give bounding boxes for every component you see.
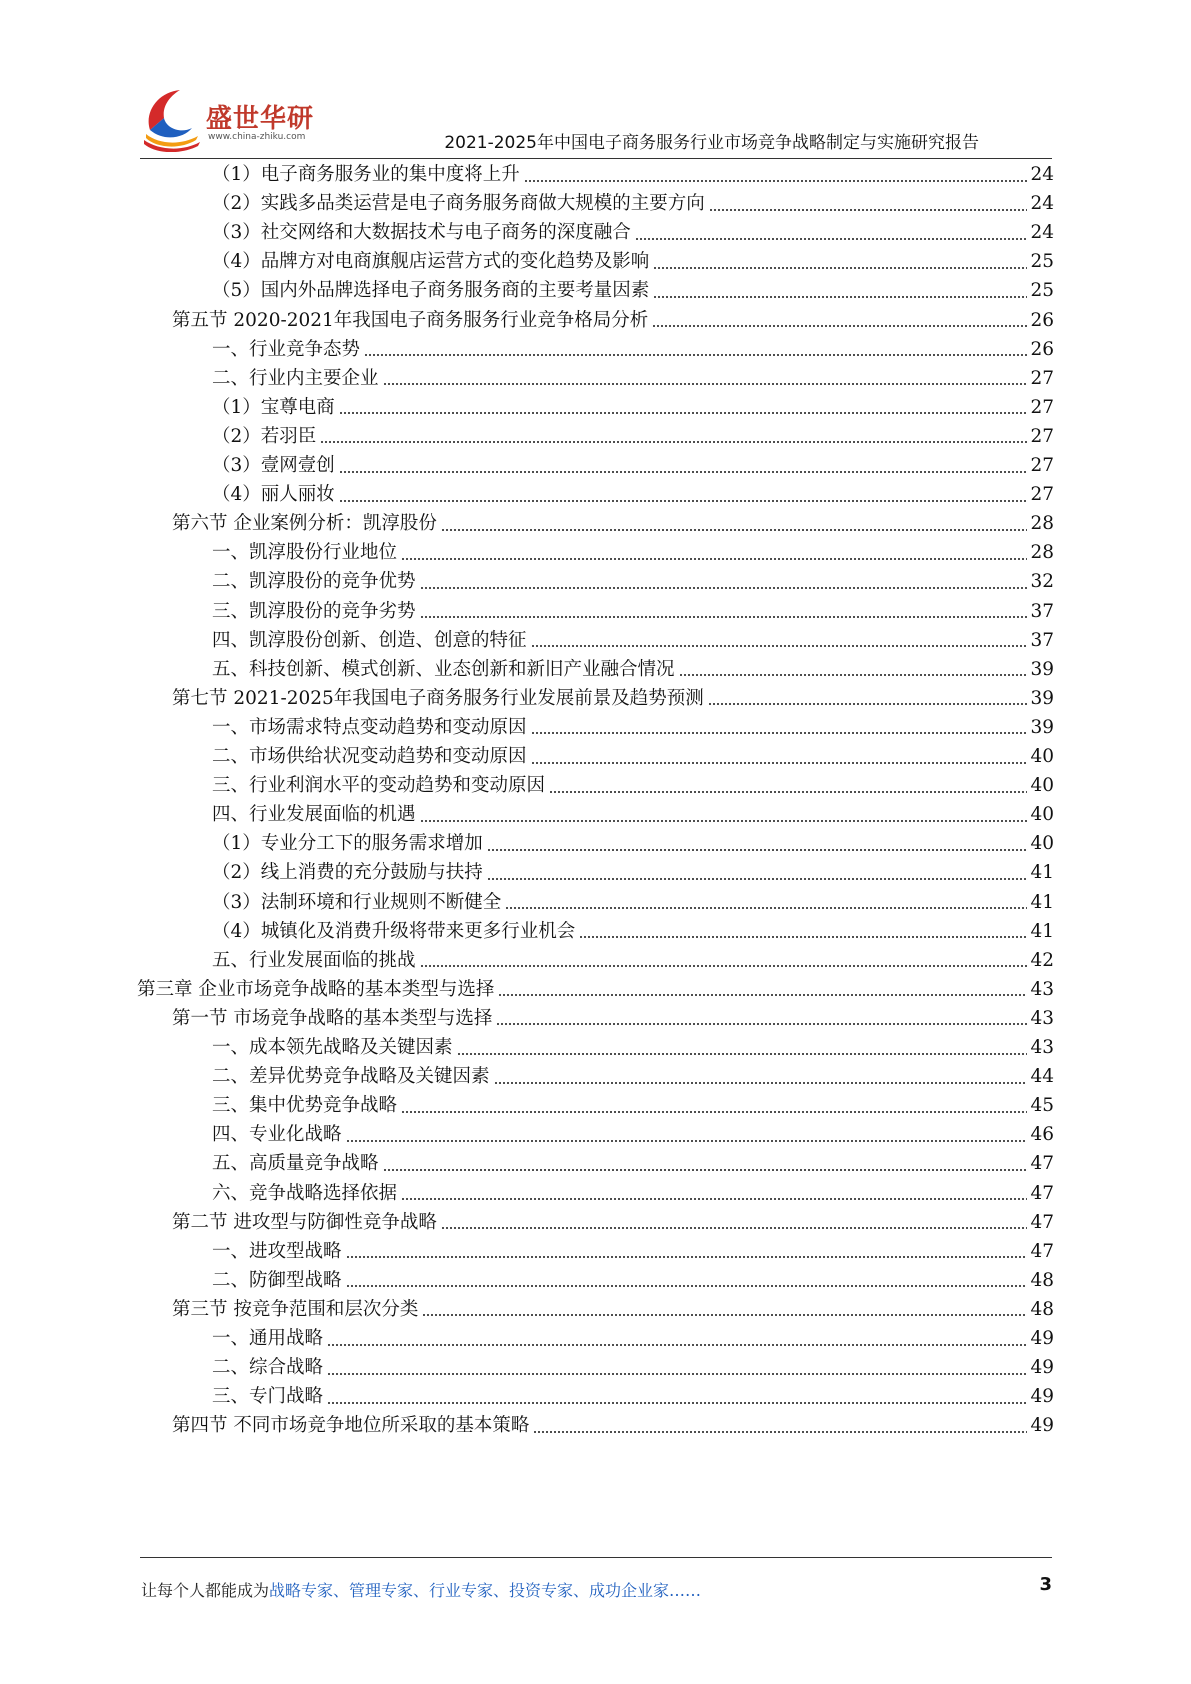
toc-dot-leader bbox=[422, 1314, 1027, 1316]
toc-entry-page: 49 bbox=[1030, 1328, 1054, 1349]
toc-dot-leader bbox=[401, 1111, 1027, 1113]
toc-dot-leader bbox=[496, 1023, 1027, 1025]
logo-mark-icon bbox=[140, 82, 212, 152]
toc-dot-leader bbox=[505, 907, 1027, 909]
toc-entry-page: 39 bbox=[1030, 716, 1054, 738]
toc-dot-leader bbox=[579, 936, 1027, 938]
toc-entry[interactable] bbox=[212, 654, 1054, 685]
toc-entry-label: 四、行业发展面临的机遇 bbox=[212, 804, 416, 826]
toc-entry-page: 41 bbox=[1030, 891, 1054, 913]
toc-entry-page: 47 bbox=[1030, 1182, 1054, 1204]
toc-dot-leader bbox=[364, 354, 1027, 356]
toc-entry-label: 二、市场供给状况变动趋势和变动原因 bbox=[212, 746, 527, 767]
toc-entry-page: 43 bbox=[1030, 1007, 1054, 1029]
report-title: 2021-2025年中国电子商务服务行业市场竞争战略制定与实施研究报告 bbox=[444, 133, 979, 153]
toc-dot-leader bbox=[420, 616, 1028, 618]
logo-url: www.china-zhiku.com bbox=[208, 132, 306, 142]
toc-entry-page: 40 bbox=[1030, 833, 1054, 855]
logo-name: 盛世华研 bbox=[206, 104, 315, 134]
toc-entry-page: 48 bbox=[1030, 1298, 1054, 1320]
toc-dot-leader bbox=[441, 529, 1028, 531]
toc-entry-label: 一、市场需求特点变动趋势和变动原因 bbox=[212, 716, 527, 738]
footer-slogan-highlight: 战略专家、管理专家、行业专家、投资专家、成功企业家…… bbox=[269, 1581, 702, 1600]
toc-entry[interactable] bbox=[212, 1090, 1054, 1121]
toc-entry[interactable] bbox=[212, 1323, 1054, 1354]
toc-dot-leader bbox=[531, 732, 1028, 734]
toc-entry[interactable] bbox=[212, 363, 1054, 394]
footer-slogan-lead: 让每个人都能成为 bbox=[141, 1581, 270, 1600]
toc-entry[interactable] bbox=[212, 159, 1054, 190]
toc-entry-label: 第三节 按竞争范围和层次分类 bbox=[172, 1298, 419, 1320]
toc-entry[interactable] bbox=[212, 334, 1054, 365]
toc-entry-label: （1）专业分工下的服务需求增加 bbox=[212, 833, 483, 855]
toc-entry-page: 47 bbox=[1030, 1211, 1054, 1233]
toc-entry-label: 四、专业化战略 bbox=[212, 1124, 342, 1146]
toc-dot-leader bbox=[441, 1227, 1028, 1229]
toc-entry-label: 三、集中优势竞争战略 bbox=[212, 1095, 398, 1117]
toc-dot-leader bbox=[420, 587, 1028, 589]
toc-entry[interactable] bbox=[212, 537, 1054, 568]
toc-entry-page: 44 bbox=[1030, 1066, 1054, 1088]
toc-dot-leader bbox=[346, 1285, 1028, 1287]
toc-entry[interactable] bbox=[172, 683, 1054, 714]
toc-dot-leader bbox=[549, 791, 1027, 793]
toc-entry-page: 41 bbox=[1030, 862, 1054, 884]
toc-entry-label: （4）品牌方对电商旗舰店运营方式的变化趋势及影响 bbox=[212, 251, 650, 273]
toc-dot-leader bbox=[635, 238, 1028, 240]
toc-dot-leader bbox=[339, 471, 1028, 473]
toc-entry-label: （3）社交网络和大数据技术与电子商务的深度融合 bbox=[212, 222, 631, 244]
toc-entry-label: 第五节 2020-2021年我国电子商务服务行业竞争格局分析 bbox=[172, 309, 649, 331]
toc-entry-page: 43 bbox=[1030, 1037, 1054, 1058]
toc-entry[interactable] bbox=[212, 770, 1054, 801]
toc-dot-leader bbox=[420, 820, 1028, 822]
toc-entry-page: 41 bbox=[1030, 920, 1054, 942]
toc-entry-label: 三、凯淳股份的竞争劣势 bbox=[212, 600, 416, 622]
toc-entry-page: 40 bbox=[1030, 804, 1054, 826]
toc-entry-page: 39 bbox=[1030, 658, 1054, 680]
toc-entry-label: 一、成本领先战略及关键因素 bbox=[212, 1037, 453, 1058]
toc-entry-label: 六、竞争战略选择依据 bbox=[212, 1182, 398, 1204]
footer-divider bbox=[140, 1557, 1052, 1558]
toc-dot-leader bbox=[383, 1169, 1028, 1171]
toc-entry-page: 27 bbox=[1030, 367, 1054, 389]
toc-entry-page: 47 bbox=[1030, 1153, 1054, 1175]
toc-entry[interactable] bbox=[212, 945, 1054, 976]
toc-dot-leader bbox=[709, 209, 1028, 211]
toc-entry-label: 二、综合战略 bbox=[212, 1357, 324, 1379]
toc-entry-label: 三、专门战略 bbox=[212, 1386, 324, 1408]
toc-dot-leader bbox=[327, 1402, 1027, 1404]
toc-entry-label: 一、通用战略 bbox=[212, 1328, 324, 1349]
toc-entry-page: 24 bbox=[1030, 222, 1054, 244]
toc-entry[interactable] bbox=[212, 1265, 1054, 1296]
toc-entry[interactable] bbox=[212, 916, 1054, 947]
toc-entry[interactable] bbox=[212, 1148, 1054, 1179]
toc-entry[interactable] bbox=[172, 1410, 1054, 1441]
toc-entry[interactable] bbox=[212, 741, 1054, 772]
toc-entry[interactable] bbox=[212, 188, 1054, 219]
toc-entry-page: 24 bbox=[1030, 164, 1054, 185]
toc-dot-leader bbox=[531, 645, 1028, 647]
toc-entry[interactable] bbox=[212, 596, 1054, 627]
toc-entry[interactable] bbox=[212, 1061, 1054, 1092]
toc-entry-page: 49 bbox=[1030, 1386, 1054, 1408]
toc-dot-leader bbox=[494, 1082, 1028, 1084]
toc-dot-leader bbox=[339, 500, 1028, 502]
toc-dot-leader bbox=[487, 878, 1028, 880]
toc-entry-label: （5）国内外品牌选择电子商务服务商的主要考量因素 bbox=[212, 280, 650, 302]
toc-entry-label: 第一节 市场竞争战略的基本类型与选择 bbox=[172, 1007, 493, 1029]
toc-entry-label: 二、防御型战略 bbox=[212, 1269, 342, 1291]
toc-entry[interactable] bbox=[212, 246, 1054, 277]
toc-entry[interactable] bbox=[212, 887, 1054, 918]
toc-entry-label: （1）宝尊电商 bbox=[212, 396, 335, 418]
company-logo bbox=[140, 82, 315, 152]
toc-entry-page: 47 bbox=[1030, 1240, 1054, 1262]
toc-entry-label: 五、高质量竞争战略 bbox=[212, 1153, 379, 1175]
toc-entry-label: （2）实践多品类运营是电子商务服务商做大规模的主要方向 bbox=[212, 193, 705, 215]
toc-entry-label: （4）城镇化及消费升级将带来更多行业机会 bbox=[212, 920, 576, 942]
toc-dot-leader bbox=[401, 1198, 1027, 1200]
toc-entry[interactable] bbox=[172, 508, 1054, 539]
toc-entry-page: 37 bbox=[1030, 629, 1054, 651]
toc-entry[interactable] bbox=[212, 1352, 1054, 1383]
toc-entry[interactable] bbox=[212, 1178, 1054, 1209]
toc-entry-label: 五、科技创新、模式创新、业态创新和新旧产业融合情况 bbox=[212, 658, 675, 680]
toc-dot-leader bbox=[652, 325, 1027, 327]
toc-dot-leader bbox=[339, 412, 1028, 414]
toc-dot-leader bbox=[327, 1373, 1027, 1375]
toc-entry-label: 第三章 企业市场竞争战略的基本类型与选择 bbox=[137, 978, 495, 1000]
toc-dot-leader bbox=[346, 1256, 1028, 1258]
toc-entry[interactable] bbox=[212, 479, 1054, 510]
toc-dot-leader bbox=[320, 441, 1027, 443]
toc-entry-label: 一、进攻型战略 bbox=[212, 1240, 342, 1262]
toc-entry-page: 46 bbox=[1030, 1124, 1054, 1146]
toc-entry-page: 43 bbox=[1030, 978, 1054, 1000]
toc-entry-page: 27 bbox=[1030, 425, 1054, 447]
toc-entry-label: 第六节 企业案例分析：凯淳股份 bbox=[172, 513, 437, 535]
toc-entry-page: 48 bbox=[1030, 1269, 1054, 1291]
toc-dot-leader bbox=[679, 674, 1028, 676]
toc-entry-page: 49 bbox=[1030, 1415, 1054, 1437]
toc-entry[interactable] bbox=[212, 857, 1054, 888]
toc-dot-leader bbox=[531, 762, 1028, 764]
toc-entry-page: 49 bbox=[1030, 1357, 1054, 1379]
toc-dot-leader bbox=[498, 994, 1027, 996]
toc-entry-label: 一、凯淳股份行业地位 bbox=[212, 542, 398, 564]
page-header bbox=[0, 0, 1191, 160]
toc-entry-page: 26 bbox=[1030, 309, 1054, 331]
toc-entry[interactable] bbox=[212, 625, 1054, 656]
toc-entry[interactable] bbox=[172, 305, 1054, 336]
toc-entry-page: 39 bbox=[1030, 687, 1054, 709]
toc-dot-leader bbox=[533, 1431, 1027, 1433]
toc-entry-page: 25 bbox=[1030, 251, 1054, 273]
toc-entry[interactable] bbox=[172, 1294, 1054, 1325]
toc-entry[interactable] bbox=[212, 217, 1054, 248]
toc-entry[interactable] bbox=[212, 1119, 1054, 1150]
toc-entry[interactable] bbox=[212, 275, 1054, 306]
toc-entry-page: 40 bbox=[1030, 775, 1054, 797]
toc-entry-label: 第七节 2021-2025年我国电子商务服务行业发展前景及趋势预测 bbox=[172, 687, 704, 709]
toc-entry-label: 三、行业利润水平的变动趋势和变动原因 bbox=[212, 775, 546, 797]
toc-entry-label: 二、差异优势竞争战略及关键因素 bbox=[212, 1066, 490, 1088]
toc-entry[interactable] bbox=[172, 1207, 1054, 1238]
toc-entry[interactable] bbox=[212, 1381, 1054, 1412]
toc-dot-leader bbox=[457, 1053, 1028, 1055]
toc-entry[interactable] bbox=[212, 828, 1054, 859]
toc-entry[interactable] bbox=[212, 450, 1054, 481]
toc-entry-label: 四、凯淳股份创新、创造、创意的特征 bbox=[212, 629, 527, 651]
toc-entry-label: 二、凯淳股份的竞争优势 bbox=[212, 571, 416, 593]
toc-entry-label: （2）线上消费的充分鼓励与扶持 bbox=[212, 862, 483, 884]
toc-entry[interactable] bbox=[137, 974, 1054, 1005]
toc-dot-leader bbox=[401, 558, 1027, 560]
toc-entry-page: 40 bbox=[1030, 746, 1054, 767]
toc-entry-page: 27 bbox=[1030, 455, 1054, 476]
toc-entry-label: 一、行业竞争态势 bbox=[212, 338, 361, 360]
toc-entry-page: 37 bbox=[1030, 600, 1054, 622]
toc-entry-label: 二、行业内主要企业 bbox=[212, 367, 379, 389]
toc-entry[interactable] bbox=[172, 1003, 1054, 1034]
toc-dot-leader bbox=[653, 296, 1027, 298]
toc-entry-label: （1）电子商务服务业的集中度将上升 bbox=[212, 164, 520, 185]
toc-entry-label: 第二节 进攻型与防御性竞争战略 bbox=[172, 1211, 437, 1233]
footer-slogan bbox=[141, 1578, 701, 1601]
toc-entry[interactable] bbox=[212, 392, 1054, 423]
toc-entry-label: 五、行业发展面临的挑战 bbox=[212, 949, 416, 971]
toc-entry-page: 24 bbox=[1030, 193, 1054, 215]
toc-dot-leader bbox=[487, 849, 1028, 851]
toc-dot-leader bbox=[383, 383, 1028, 385]
toc-entry-label: （4）丽人丽妆 bbox=[212, 484, 335, 506]
toc-entry-page: 27 bbox=[1030, 396, 1054, 418]
toc-dot-leader bbox=[327, 1344, 1027, 1346]
toc-entry-page: 28 bbox=[1030, 542, 1054, 564]
toc-entry-page: 25 bbox=[1030, 280, 1054, 302]
toc-entry-label: （2）若羽臣 bbox=[212, 425, 317, 447]
toc-entry[interactable] bbox=[212, 1032, 1054, 1063]
toc-entry[interactable] bbox=[212, 421, 1054, 452]
toc-entry[interactable] bbox=[212, 566, 1054, 597]
toc-entry[interactable] bbox=[212, 712, 1054, 743]
toc-entry-page: 32 bbox=[1030, 571, 1054, 593]
toc-entry[interactable] bbox=[212, 1236, 1054, 1267]
toc-dot-leader bbox=[524, 180, 1028, 182]
toc-entry-label: 第四节 不同市场竞争地位所采取的基本策略 bbox=[172, 1415, 530, 1437]
toc-dot-leader bbox=[653, 267, 1027, 269]
page-number: 3 bbox=[1039, 1574, 1052, 1595]
toc-entry-page: 42 bbox=[1030, 949, 1054, 971]
toc-entry-page: 27 bbox=[1030, 484, 1054, 506]
toc-dot-leader bbox=[708, 703, 1028, 705]
toc-dot-leader bbox=[420, 965, 1028, 967]
toc-dot-leader bbox=[346, 1140, 1028, 1142]
toc-entry[interactable] bbox=[212, 799, 1054, 830]
toc-entry-page: 45 bbox=[1030, 1095, 1054, 1117]
toc-entry-label: （3）法制环境和行业规则不断健全 bbox=[212, 891, 502, 913]
toc-entry-page: 26 bbox=[1030, 338, 1054, 360]
toc-entry-label: （3）壹网壹创 bbox=[212, 455, 335, 476]
toc-entry-page: 28 bbox=[1030, 513, 1054, 535]
